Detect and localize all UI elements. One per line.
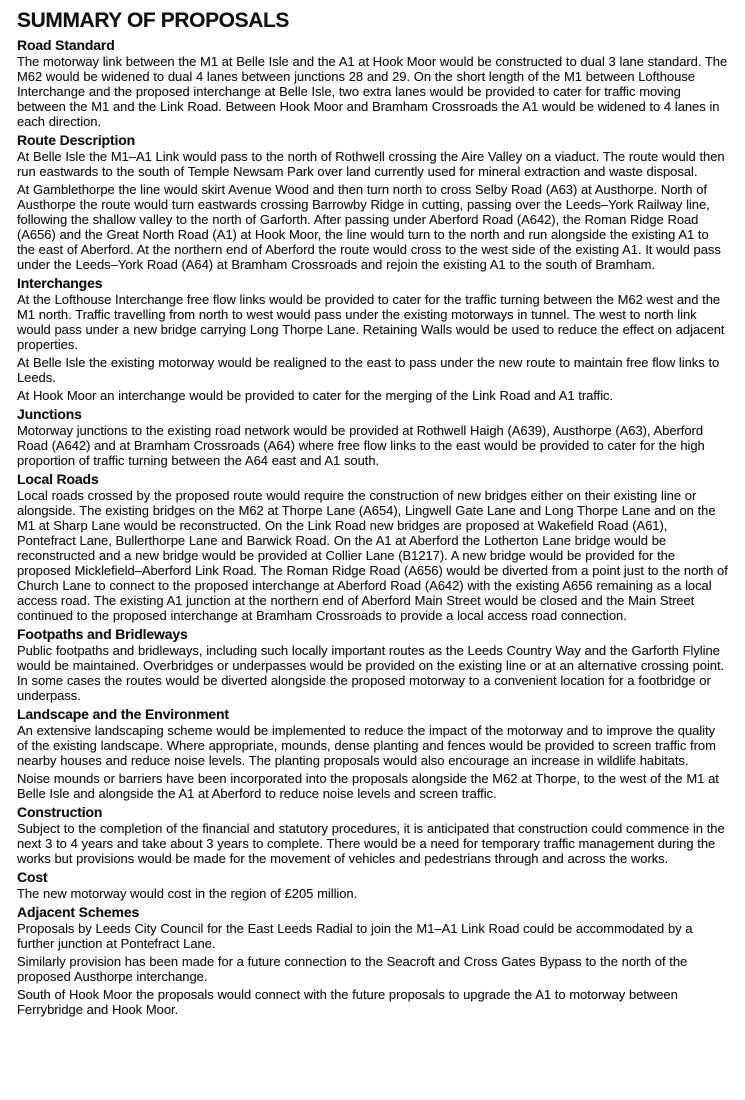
document-section [17,132,729,272]
section-heading: Landscape and the Environment [17,706,229,722]
section-paragraph: At the Lofthouse Interchange free flow links would be provided to cater for the traffic turning between the M62 west and the M1 north. Traffic travelling from north to west would pass under the existing motorways in tunnel. The west to north link would pass under a new bridge carrying Long Thorpe Lane. Retaining Walls would be used to reduce the effect on adjacent properties. [17,292,725,352]
section-heading: Interchanges [17,275,103,291]
section-paragraph: Subject to the completion of the financial and statutory procedures, it is anticipated that construction could commence in the next 3 to 4 years and take about 3 years to complete. There would be a need for temporary traffic management during the works but provisions would be made for the movement of vehicles and pedestrians through and across the works. [17,821,725,866]
document-section [17,275,729,403]
section-paragraph: Motorway junctions to the existing road network would be provided at Rothwell Haigh (A639), Austhorpe (A63), Aberford Road (A642) and at Bramham Crossroads (A64) where free flow links to the east would be provided to cater for the high proportion of traffic turning between the A64 east and A1 south. [17,423,705,468]
section-heading: Route Description [17,132,136,148]
document-section [17,471,729,623]
section-paragraph: The new motorway would cost in the region of £205 million. [17,886,358,901]
section-paragraph: Proposals by Leeds City Council for the East Leeds Radial to join the M1–A1 Link Road could be accommodated by a further junction at Pontefract Lane. [17,921,693,951]
document-body [17,37,729,1017]
section-paragraph: The motorway link between the M1 at Belle Isle and the A1 at Hook Moor would be constructed to dual 3 lane standard. The M62 would be widened to dual 4 lanes between junctions 28 and 29. On the short length of the M1 between Lofthouse Interchange and the proposed interchange at Belle Isle, two extra lanes would be provided to cater for traffic moving between the M1 and the Link Road. Between Hook Moor and Bramham Crossroads the A1 would be widened to 4 lanes in each direction. [17,54,728,129]
section-paragraph: An extensive landscaping scheme would be implemented to reduce the impact of the motorway and to improve the quality of the existing landscape. Where appropriate, mounds, dense planting and fences would be provided to screen traffic from nearby houses and reduce noise levels. The planting proposals would also encourage an increase in wildlife habitats. [17,723,716,768]
section-paragraph: South of Hook Moor the proposals would connect with the future proposals to upgrade the A1 to motorway between Ferrybridge and Hook Moor. [17,987,678,1017]
section-paragraph: At Hook Moor an interchange would be provided to cater for the merging of the Link Road and A1 traffic. [17,388,614,403]
section-paragraph: At Belle Isle the M1–A1 Link would pass to the north of Rothwell crossing the Aire Valley on a viaduct. The route would then run eastwards to the south of Temple Newsam Park over land currently used for mineral extraction and waste disposal. [17,149,725,179]
section-heading: Road Standard [17,37,115,53]
section-heading: Construction [17,804,103,820]
document-section [17,869,729,901]
section-heading: Cost [17,869,48,885]
document-section [17,904,729,1017]
section-heading: Adjacent Schemes [17,904,140,920]
document-section [17,37,729,129]
document-section [17,804,729,866]
section-paragraph: At Belle Isle the existing motorway would be realigned to the east to pass under the new route to maintain free flow links to Leeds. [17,355,720,385]
section-paragraph: At Gamblethorpe the line would skirt Avenue Wood and then turn north to cross Selby Road (A63) at Austhorpe. North of Austhorpe the route would turn eastwards crossing Barrowby Ridge in cutting, passing over the Leeds–York Railway line, following the shallow valley to the north of Garforth. After passing under Aberford Road (A642), the Roman Ridge Road (A656) and the Great North Road (A1) at Hook Moor, the line would turn to the north and run alongside the existing A1 to the east of Aberford. At the northern end of Aberford the route would cross to the west side of the existing A1. It would pass under the Leeds–York Road (A64) at Bramham Crossroads and rejoin the existing A1 to the south of Bramham. [17,182,721,272]
document-section [17,406,729,468]
section-paragraph: Similarly provision has been made for a future connection to the Seacroft and Cross Gates Bypass to the north of the proposed Austhorpe interchange. [17,954,688,984]
section-heading: Footpaths and Bridleways [17,626,188,642]
document-section [17,626,729,703]
section-heading: Junctions [17,406,82,422]
section-paragraph: Public footpaths and bridleways, including such locally important routes as the Leeds Country Way and the Garforth Flyline would be maintained. Overbridges or underpasses would be provided on the existing line or at an alternative crossing point. In some cases the routes would be diverted alongside the proposed motorway to a convenient location for a footbridge or underpass. [17,643,725,703]
section-paragraph: Local roads crossed by the proposed route would require the construction of new bridges either on their existing line or alongside. The existing bridges on the M62 at Thorpe Lane (A654), Lingwell Gate Lane and Long Thorpe Lane and on the M1 at Sharp Lane would be reconstructed. On the Link Road new bridges are proposed at Wakefield Road (A61), Pontefract Lane, Bullerthorpe Lane and Barwick Road. On the A1 at Aberford the Lotherton Lane bridge would be reconstructed and a new bridge would be provided at Collier Lane (B1217). A new bridge would be provided for the proposed Micklefield–Aberford Link Road. The Roman Ridge Road (A656) would be diverted from a point just to the north of Church Lane to connect to the proposed interchange at Aberford Road (A642) with the existing A656 remaining as a local access road. The existing A1 junction at the northern end of Aberford Main Street would be closed and the Main Street continued to the proposed interchange at Bramham Crossroads to provide a local access road connection. [17,488,728,623]
section-heading: Local Roads [17,471,99,487]
page-title: SUMMARY OF PROPOSALS [17,9,290,32]
document-section [17,706,729,801]
section-paragraph: Noise mounds or barriers have been incorporated into the proposals alongside the M62 at Thorpe, to the west of the M1 at Belle Isle and alongside the A1 at Aberford to reduce noise levels and screen traffic. [17,771,719,801]
